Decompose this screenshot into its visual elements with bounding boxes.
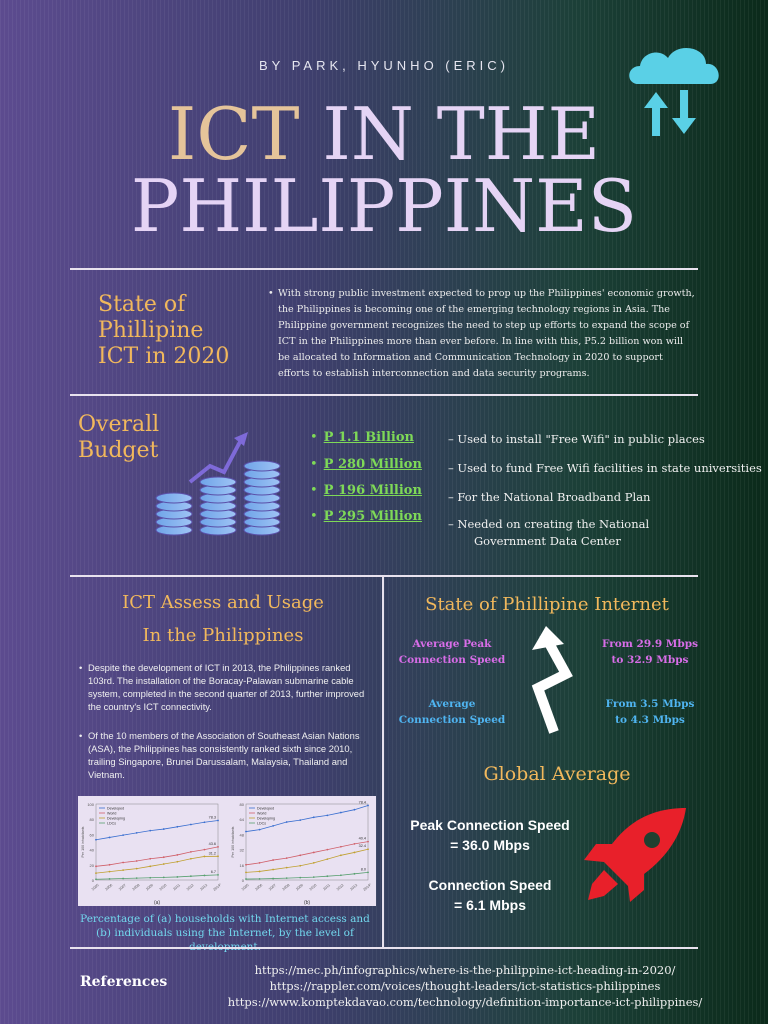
page-title-line2: PHILIPPINES xyxy=(130,164,638,248)
x-tick-label: 2013 xyxy=(199,883,209,892)
x-tick-label: 2005 xyxy=(241,883,250,892)
y-tick-label: 60 xyxy=(89,832,94,838)
data-point xyxy=(136,868,138,870)
data-label: 78.4 xyxy=(358,800,366,805)
data-point xyxy=(136,877,138,879)
chart-caption: Percentage of (a) households with Internet access and (b) individuals using the Internet, by the level of xyxy=(80,913,370,939)
peak-label-l1: Average Peak xyxy=(412,638,492,650)
budget-item: • P 196 Million xyxy=(310,483,422,498)
state-heading-l1: State of xyxy=(98,292,186,317)
data-point xyxy=(245,831,247,833)
y-tick-label: 100 xyxy=(87,802,94,807)
chart-b xyxy=(228,796,376,906)
x-tick-label: 2009 xyxy=(295,883,304,892)
avg-speed-value xyxy=(590,696,710,728)
state-heading xyxy=(98,292,229,370)
series-line xyxy=(246,849,368,872)
data-point xyxy=(272,869,274,871)
data-point xyxy=(299,854,301,856)
y-axis-label: Per 100 inhabitants xyxy=(81,826,85,858)
y-tick-label: 32 xyxy=(239,847,244,853)
author-byline: BY PARK, HYUNHO (ERIC) xyxy=(258,58,510,73)
data-point xyxy=(354,809,356,811)
y-tick-label: 64 xyxy=(239,817,244,823)
series-line xyxy=(96,875,218,879)
data-point xyxy=(122,834,124,836)
series-line xyxy=(96,856,218,873)
legend-entry: Developed xyxy=(257,806,275,811)
budget-amount[interactable]: P 280 Million xyxy=(323,457,422,472)
peak-value-l1: From 29.9 Mbps xyxy=(601,638,699,650)
x-tick-label: 2005 xyxy=(91,883,100,892)
y-tick-label: 40 xyxy=(89,847,94,853)
data-point xyxy=(163,828,165,830)
avg-value-l1: From 3.5 Mbps xyxy=(605,698,695,710)
x-tick-label: 2010 xyxy=(308,883,318,892)
data-point xyxy=(122,869,124,871)
data-point xyxy=(95,839,97,841)
data-point xyxy=(176,854,178,856)
x-tick-label: 2013 xyxy=(349,883,359,892)
data-point xyxy=(149,865,151,867)
data-point xyxy=(217,874,219,876)
data-point xyxy=(326,849,328,851)
data-point xyxy=(136,832,138,834)
peak-label-l2: Connection Speed xyxy=(398,654,506,666)
legend-entry: LDCs xyxy=(257,821,266,826)
x-tick-label: 2012 xyxy=(335,883,345,892)
series-line xyxy=(246,872,368,879)
peak-value-l2: to 32.9 Mbps xyxy=(611,654,689,666)
data-point xyxy=(272,878,274,880)
data-point xyxy=(163,863,165,865)
data-point xyxy=(272,859,274,861)
x-tick-label: 2008 xyxy=(131,883,141,892)
ict-bullet: • Despite the development of ICT in 2013, the Philippines ranked 103rd. The installation of the Boracay-Palawan submarine cable system, completed in the second quarter of 2013, further improved the country's ICT connectivity. xyxy=(79,662,365,712)
zigzag-arrow-icon xyxy=(526,624,582,740)
y-axis-label: Per 100 inhabitants xyxy=(231,826,235,858)
data-point xyxy=(217,820,219,822)
data-point xyxy=(340,812,342,814)
title-highlight: ICT xyxy=(167,92,300,176)
y-tick-label: 0 xyxy=(241,878,244,883)
x-tick-label: 2007 xyxy=(268,883,277,892)
data-point xyxy=(163,876,165,878)
data-point xyxy=(163,856,165,858)
peak-speed-value xyxy=(590,636,710,668)
data-point xyxy=(259,862,261,864)
global-peak-l2: = 36.0 Mbps xyxy=(450,837,530,853)
data-point xyxy=(204,875,206,877)
global-avg-l2: = 6.1 Mbps xyxy=(454,897,526,913)
reference-link[interactable]: https://rappler.com/voices/thought-leaders/ict-statistics-philippines xyxy=(269,979,661,993)
budget-amount[interactable]: P 196 Million xyxy=(323,483,422,498)
references-title: References xyxy=(80,974,168,990)
budget-amount[interactable]: P 295 Million xyxy=(323,509,422,524)
data-label: 32.4 xyxy=(358,844,366,849)
data-point xyxy=(245,864,247,866)
x-tick-label: 2006 xyxy=(104,883,114,892)
avg-label-l2: Connection Speed xyxy=(398,714,506,726)
budget-desc: – Used to fund Free Wifi facilities in state universities xyxy=(448,461,762,475)
data-point xyxy=(354,852,356,854)
budget-item: • P 280 Million xyxy=(310,457,422,472)
global-heading: Global Average xyxy=(483,763,631,785)
data-point xyxy=(122,862,124,864)
legend-entry: Developing xyxy=(257,816,275,821)
data-point xyxy=(136,860,138,862)
data-point xyxy=(122,878,124,880)
data-point xyxy=(286,877,288,879)
ict-heading-l2: In the Philippines xyxy=(142,625,304,646)
data-point xyxy=(109,878,111,880)
x-tick-label: 2007 xyxy=(118,883,127,892)
data-point xyxy=(95,878,97,880)
avg-speed-label xyxy=(392,696,512,728)
budget-heading-l1: Overall xyxy=(78,412,160,437)
x-tick-label: 2011 xyxy=(322,883,331,892)
legend-entry: World xyxy=(257,811,267,816)
legend-entry: Developed xyxy=(107,806,125,811)
data-point xyxy=(313,876,315,878)
budget-item: • P 1.1 Billion xyxy=(310,430,414,445)
legend-entry: Developing xyxy=(107,816,125,821)
data-point xyxy=(340,874,342,876)
data-point xyxy=(367,841,369,843)
x-tick-label: 2014* xyxy=(362,882,373,892)
data-point xyxy=(190,858,192,860)
state-heading-l3: ICT in 2020 xyxy=(98,344,230,369)
data-point xyxy=(217,846,219,848)
legend-entry: LDCs xyxy=(107,821,116,826)
data-point xyxy=(176,876,178,878)
data-label: 78.3 xyxy=(208,815,216,820)
data-point xyxy=(259,871,261,873)
global-avg-l1: Connection Speed xyxy=(428,877,552,893)
data-point xyxy=(313,816,315,818)
title-rest: IN THE xyxy=(299,92,601,176)
x-tick-label: 2006 xyxy=(254,883,264,892)
data-point xyxy=(176,861,178,863)
divider-3 xyxy=(70,575,698,577)
data-point xyxy=(95,865,97,867)
data-point xyxy=(245,878,247,880)
data-point xyxy=(109,871,111,873)
ict-bullet: • Of the 10 members of the Association of Southeast Asian Nations (ASA), the Philippines has consistently ranked sixth since 2010, trailing Singapore, Brunei Darussalam, Malaysia, Thailand and Vietnam. xyxy=(79,730,360,780)
state-heading-l2: Phillipine xyxy=(98,318,204,343)
global-avg xyxy=(392,875,588,915)
global-peak-l1: Peak Connection Speed xyxy=(410,817,570,833)
data-point xyxy=(326,858,328,860)
avg-label-l1: Average xyxy=(428,698,476,710)
data-point xyxy=(272,825,274,827)
data-label: 31.2 xyxy=(208,851,216,856)
budget-heading-l2: Budget xyxy=(78,438,159,463)
x-tick-label: 2014* xyxy=(212,882,223,892)
peak-speed-label xyxy=(392,636,512,668)
y-tick-label: 20 xyxy=(89,862,94,868)
x-tick-label: 2011 xyxy=(172,883,181,892)
data-label: 8.0 xyxy=(360,867,366,872)
y-tick-label: 0 xyxy=(91,878,94,883)
data-point xyxy=(286,867,288,869)
state-bullet: • xyxy=(268,288,274,299)
data-point xyxy=(149,830,151,832)
data-point xyxy=(190,875,192,877)
data-point xyxy=(313,852,315,854)
data-point xyxy=(313,862,315,864)
data-label: 43.6 xyxy=(208,841,216,846)
data-point xyxy=(286,821,288,823)
avg-value-l2: to 4.3 Mbps xyxy=(615,714,685,726)
x-tick-label: 2010 xyxy=(158,883,168,892)
internet-heading: State of Phillipine Internet xyxy=(425,594,669,615)
divider-bottom xyxy=(70,947,698,949)
data-point xyxy=(217,855,219,857)
global-peak xyxy=(392,815,588,855)
y-tick-label: 48 xyxy=(239,832,244,838)
rocket-icon xyxy=(582,804,690,904)
data-point xyxy=(354,873,356,875)
divider-2 xyxy=(70,394,698,396)
data-point xyxy=(326,875,328,877)
x-tick-label: 2008 xyxy=(281,883,291,892)
data-point xyxy=(149,858,151,860)
data-point xyxy=(340,854,342,856)
reference-link[interactable]: https://www.komptekdavao.com/technology/definition-importance-ict-philippines/ xyxy=(227,995,703,1009)
reference-link[interactable]: https://mec.ph/infographics/where-is-the-philippine-ict-heading-in-2020/ xyxy=(254,963,676,977)
y-tick-label: 80 xyxy=(89,817,94,823)
data-point xyxy=(109,864,111,866)
data-point xyxy=(95,872,97,874)
data-point xyxy=(190,851,192,853)
data-point xyxy=(326,815,328,817)
chart-subtitle: (b) xyxy=(303,900,311,906)
data-point xyxy=(259,878,261,880)
budget-heading xyxy=(78,412,159,464)
data-point xyxy=(204,849,206,851)
data-point xyxy=(299,819,301,821)
chart-a xyxy=(78,796,226,906)
data-point xyxy=(109,837,111,839)
budget-desc: – For the National Broadband Plan xyxy=(448,490,651,504)
data-label: 6.7 xyxy=(210,869,216,874)
budget-item: • P 295 Million xyxy=(310,509,422,524)
data-point xyxy=(245,872,247,874)
budget-desc-cont: Government Data Center xyxy=(474,534,621,548)
ict-heading-l1: ICT Assess and Usage xyxy=(122,592,324,613)
ict-bullet-text: Of the 10 members of the Association of Southeast Asian Nations (ASA), the Philippines has consistently ranked sixth since 2010, trailing Singapore, Brunei Darussalam, Malaysia, Thailand and Vietnam. xyxy=(88,730,360,780)
data-point xyxy=(367,805,369,807)
data-point xyxy=(259,829,261,831)
x-tick-label: 2012 xyxy=(185,883,195,892)
data-point xyxy=(204,856,206,858)
chart-panel xyxy=(78,796,376,906)
budget-desc: – Used to install "Free Wifi" in public places xyxy=(448,432,705,446)
data-point xyxy=(354,843,356,845)
divider-top xyxy=(70,268,698,270)
cloud-sync-icon xyxy=(624,40,728,140)
coins-growth-icon xyxy=(150,430,290,542)
y-tick-label: 16 xyxy=(239,862,244,868)
data-point xyxy=(299,877,301,879)
data-point xyxy=(299,865,301,867)
data-point xyxy=(340,846,342,848)
data-label: 40.4 xyxy=(358,836,366,841)
y-tick-label: 80 xyxy=(239,802,244,807)
data-point xyxy=(286,857,288,859)
state-text: With strong public investment expected to prop up the Philippines' economic growth, the Philippines is becoming one of the emerging technology regions in Asia. The Philippine government recognizes the need to step up efforts to expand the scope of ICT in the Philippines more than ever before. In line with this, P5.2 billion won will be allocated to Information and Communication Technology in 2020 to support efforts to establish interconnection and data security programs. xyxy=(278,288,695,379)
data-point xyxy=(176,826,178,828)
data-point xyxy=(367,848,369,850)
series-line xyxy=(96,847,218,866)
legend-entry: World xyxy=(107,811,117,816)
divider-vertical xyxy=(382,575,384,947)
x-tick-label: 2009 xyxy=(145,883,154,892)
budget-desc: – Needed on creating the National xyxy=(448,517,650,531)
budget-amount[interactable]: P 1.1 Billion xyxy=(323,430,414,445)
state-paragraph xyxy=(268,286,696,382)
data-point xyxy=(149,877,151,879)
data-point xyxy=(367,872,369,874)
ict-bullet-text: Despite the development of ICT in 2013, the Philippines ranked 103rd. The installation of the Boracay-Palawan submarine cable system, completed in the second quarter of 2013, further improved the country's ICT connectivity. xyxy=(88,662,365,712)
chart-subtitle: (a) xyxy=(153,900,161,906)
data-point xyxy=(190,824,192,826)
data-point xyxy=(204,821,206,823)
